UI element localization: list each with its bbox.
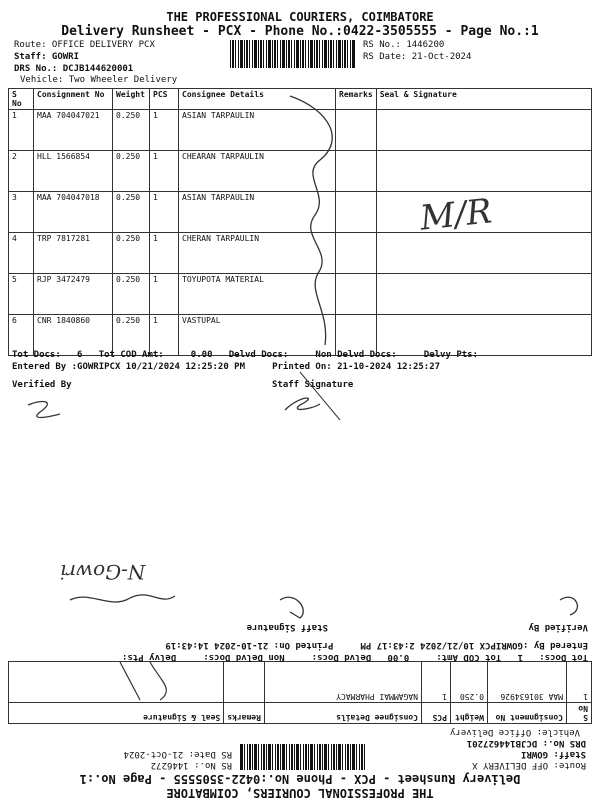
lower-col-sno: S No [567,703,592,724]
lower-staff-label: Staff: GOWRI [520,749,586,759]
cell-weight: 0.250 [113,315,150,356]
cell-consignment: CNR 1840860 [34,315,113,356]
cell-consignee: TOYUPOTA MATERIAL [179,274,336,315]
lower-verified-by-label: Verified By [528,622,588,632]
cell-sno: 4 [9,233,34,274]
cell-consignment: MAA 704047018 [34,192,113,233]
cell-consignment: MAA 301634926 [488,662,567,703]
lower-staff-signature-mark [280,597,303,618]
lower-col-remarks: Remarks [224,703,265,724]
cell-weight: 0.250 [113,274,150,315]
cell-pcs: 1 [150,315,179,356]
col-consignee: Consignee Details [179,89,336,110]
col-remarks: Remarks [336,89,377,110]
verified-by-label: Verified By [12,380,72,390]
cell-pcs: 1 [150,192,179,233]
lower-col-consignee: Consignee Details [265,703,422,724]
totals-line: Tot Docs: 6 Tot COD Amt: 0.00 Delvd Docs: Non Delvd Docs: Delvy Pts: [12,350,478,360]
cell-pcs: 1 [150,274,179,315]
lower-route-label: Route: OFF DELIVERY X [472,760,586,770]
cell-pcs: 1 [150,151,179,192]
cell-consignment: HLL 1566854 [34,151,113,192]
lower-rs-date-label: RS Date: 21-Oct-2024 [123,749,232,759]
lower-col-seal-signature: Seal & Signature [9,703,224,724]
cell-sno: 3 [9,192,34,233]
company-title: THE PROFESSIONAL COURIERS, COIMBATORE [166,10,434,24]
lower-totals-line: Tot Docs: 1 Tot COD Amt: 0.00 Delvd Docs: Non Delvd Docs: Delvy Pts: [122,652,588,662]
cell-sno: 1 [9,110,34,151]
drs-label: DRS No.: DCJB144620001 [14,64,134,74]
cell-consignee: ASIAN TARPAULIN [179,110,336,151]
staff-signature-label: Staff Signature [272,380,354,390]
cell-pcs: 1 [422,662,451,703]
cell-consignee: VASTUPAL [179,315,336,356]
cell-weight: 0.250 [113,192,150,233]
lower-rs-no-label: RS No.: 1446272 [150,760,232,770]
lower-remark-scrawl [120,662,166,700]
cell-sno: 5 [9,274,34,315]
entered-by-line: Entered By :GOWRIPCX 10/21/2024 12:25:20 PM Printed On: 21-10-2024 12:25:27 [12,362,441,372]
lower-vehicle-label: Vehicle: Office Delivery [449,727,580,737]
cell-consignment: RJP 3472479 [34,274,113,315]
rs-date-label: RS Date: 21-Oct-2024 [363,52,472,62]
cell-weight: 0.250 [113,151,150,192]
lower-col-pcs: PCS [422,703,451,724]
cell-consignee: CHERAN TARPAULIN [179,233,336,274]
handwritten-name: N-Gowri [60,560,146,584]
cell-consignee: NAGAMMAI PHARMACY [265,662,422,703]
cell-weight: 0.250 [451,662,488,703]
staff-label: Staff: GOWRI [14,52,80,62]
cell-pcs: 1 [150,110,179,151]
stamp-initials: M/R [418,191,494,239]
col-sno: S No [9,89,34,110]
lower-drs-label: DRS No.: DCJB144627201 [466,738,586,748]
lower-staff-signature-label: Staff Signature [246,622,328,632]
route-label: Route: OFFICE DELIVERY PCX [14,40,155,50]
lower-verified-mark [560,597,577,615]
lower-runsheet-title: Delivery Runsheet - PCX - Phone No.:0422-3505555 - Page No.:1 [79,772,521,786]
cell-sno: 6 [9,315,34,356]
cell-sno: 2 [9,151,34,192]
lower-col-weight: Weight [451,703,488,724]
runsheet-title: Delivery Runsheet - PCX - Phone No.:0422-3505555 - Page No.:1 [61,24,539,39]
cell-weight: 0.250 [113,233,150,274]
vehicle-label: Vehicle: Two Wheeler Delivery [20,75,178,85]
lower-company-title: THE PROFESSIONAL COURIERS, COIMBATORE [166,786,434,800]
lower-entered-by-line: Entered By :GOWRIPCX 10/21/2024 2:43:17 PM Printed On: 21-10-2024 14:43:19 [165,640,588,650]
cell-pcs: 1 [150,233,179,274]
lower-col-consignment: Consignment No [488,703,567,724]
cell-sno: 1 [567,662,592,703]
lower-signature-scrawl [70,595,175,602]
col-pcs: PCS [150,89,179,110]
rs-no-label: RS No.: 1446200 [363,40,445,50]
cell-consignment: MAA 704047021 [34,110,113,151]
cell-consignee: ASIAN TARPAULIN [179,192,336,233]
col-consignment: Consignment No [34,89,113,110]
cell-consignment: TRP 7817281 [34,233,113,274]
col-seal-signature: Seal & Signature [376,89,591,110]
col-weight: Weight [113,89,150,110]
cell-consignee: CHEARAN TARPAULIN [179,151,336,192]
cell-weight: 0.250 [113,110,150,151]
